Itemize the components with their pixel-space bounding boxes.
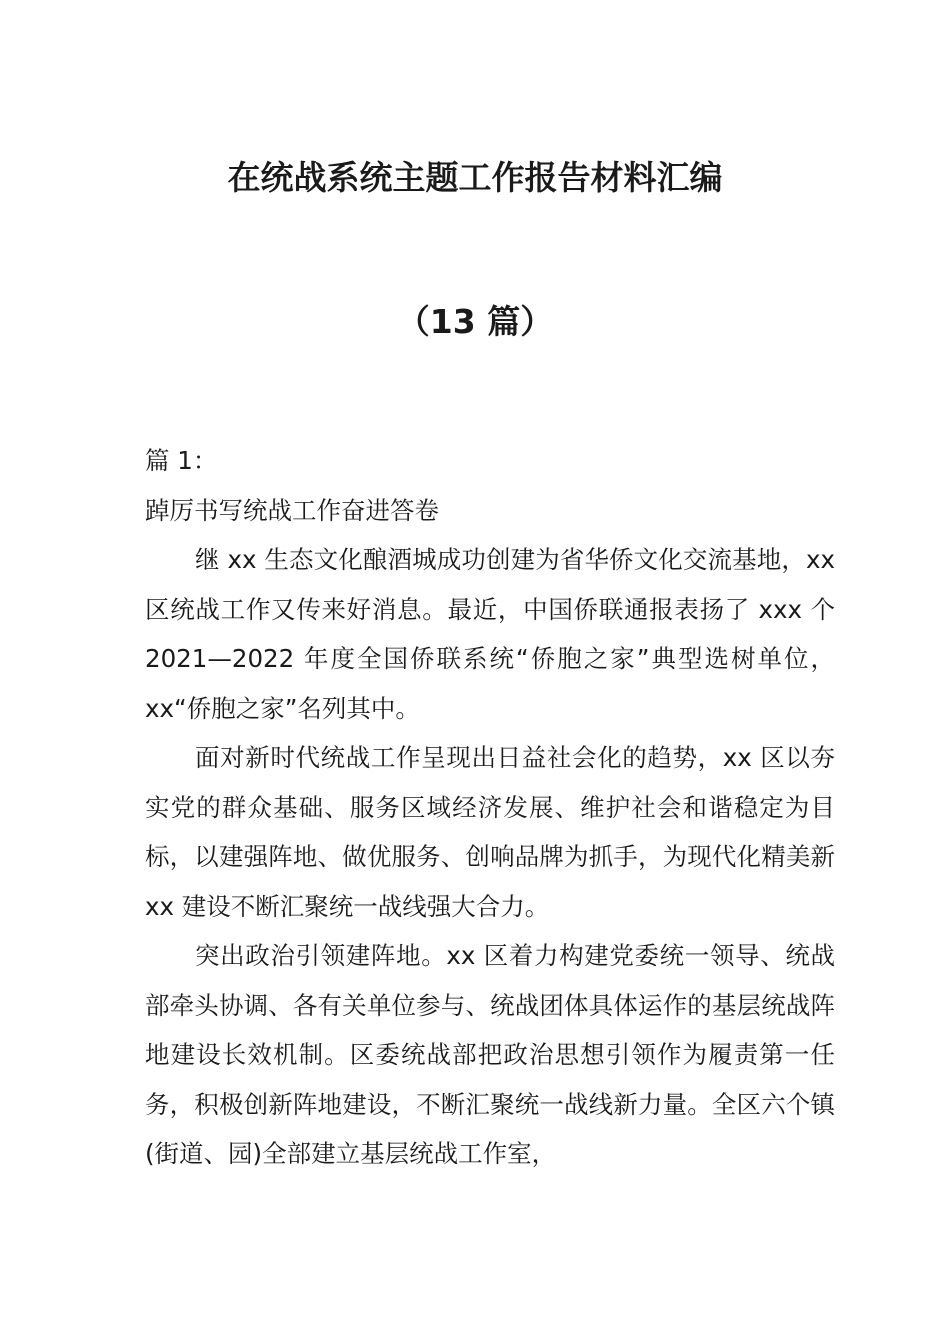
paragraph: 继 xx 生态文化酿酒城成功创建为省华侨文化交流基地，xx 区统战工作又传来好消息。最近，中国侨联通报表扬了 xxx 个 2021—2022 年度全国侨联系统“侨胞之家”典型选树单位，xx“侨胞之家”名列其中。 <box>145 545 835 723</box>
document-title: 在统战系统主题工作报告材料汇编 <box>227 158 723 197</box>
paragraph: 面对新时代统战工作呈现出日益社会化的趋势，xx 区以夯实党的群众基础、服务区域经济发展、维护社会和谐稳定为目标，以建强阵地、做优服务、创响品牌为抓手，为现代化精美新 xx 建设不断汇聚统一战线强大合力。 <box>145 743 835 921</box>
section-label: 篇 1： <box>145 446 218 475</box>
article-title: 踔厉书写统战工作奋进答卷 <box>145 495 439 525</box>
paragraph: 突出政治引领建阵地。xx 区着力构建党委统一领导、统战部牵头协调、各有关单位参与、统战团体具体运作的基层统战阵地建设长效机制。区委统战部把政治思想引领作为履责第一任务，积极创新阵地建设，不断汇聚统一战线新力量。全区六个镇(街道、园)全部建立基层统战工作室， <box>145 941 835 1168</box>
document-subtitle: （13 篇） <box>396 302 554 341</box>
body-text <box>145 436 835 1179</box>
